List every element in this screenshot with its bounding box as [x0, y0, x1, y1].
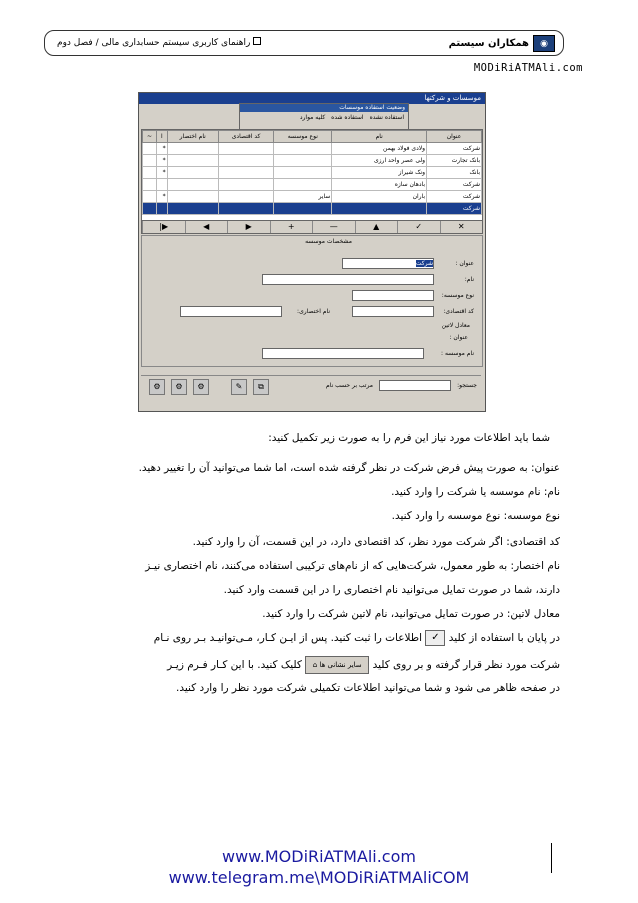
page-header: [44, 30, 564, 56]
paragraph: در صفحه ظاهر می شود و شما می‌توانید اطلاعات تکمیلی شرکت مورد نظر را وارد کنید.: [176, 682, 560, 694]
brand-name: همکاران سیستم: [448, 38, 529, 49]
econ-code-field[interactable]: [352, 306, 434, 317]
table-row[interactable]: شرکت بادهان سازه: [143, 179, 482, 191]
up-button[interactable]: ▲: [355, 221, 398, 233]
filter-option[interactable]: استفاده نشده: [369, 114, 404, 121]
nav-toolbar: [141, 220, 483, 234]
data-grid: [141, 129, 483, 221]
tool-icon[interactable]: ✎: [231, 379, 247, 395]
confirm-button[interactable]: ✓: [397, 221, 440, 233]
short-name-label: نام اختصاری:: [297, 308, 330, 315]
search-label: جستجو:: [457, 382, 477, 389]
tool-icon[interactable]: ⚙: [193, 379, 209, 395]
short-name-field[interactable]: [180, 306, 282, 317]
title-label: عنوان :: [455, 260, 474, 267]
column-header[interactable]: نام: [332, 131, 427, 143]
window-title: موسسات و شرکتها: [139, 93, 485, 104]
last-button[interactable]: ▶|: [142, 221, 185, 233]
table-row-selected[interactable]: شرکت: [143, 203, 482, 215]
bottom-bar: [141, 375, 481, 396]
add-button[interactable]: +: [270, 221, 313, 233]
column-header[interactable]: نام اختصار: [167, 131, 218, 143]
type-label: نوع موسسه:: [441, 292, 474, 299]
next-button[interactable]: ▶: [227, 221, 270, 233]
filter-box: [239, 103, 409, 131]
paragraph: معادل لاتین: در صورت تمایل می‌توانید، نام لاتین شرکت را وارد کنید.: [262, 608, 560, 620]
section-title: مشخصات موسسه: [305, 238, 352, 245]
logo-icon: ◉: [533, 35, 555, 52]
paragraph: نوع موسسه: نوع موسسه را وارد کنید.: [391, 510, 560, 522]
title-field[interactable]: شرکت: [342, 258, 434, 269]
paragraph: عنوان: به صورت پیش فرض شرکت در نظر گرفته شده است، اما شما می‌توانید آن را تغییر دهید.: [138, 462, 560, 474]
column-header[interactable]: کد اقتصادی: [218, 131, 273, 143]
tool-icon[interactable]: ⧉: [253, 379, 269, 395]
paragraph: کد اقتصادی: اگر شرکت مورد نظر، کد اقتصادی دارد، در این قسمت، آن را وارد کنید.: [192, 536, 560, 548]
other-addresses-button: سایر نشانی ها ⌂: [305, 656, 369, 674]
column-header[interactable]: ~: [143, 131, 157, 143]
latin-title-label: عنوان :: [449, 334, 468, 341]
delete-button[interactable]: —: [312, 221, 355, 233]
latin-name-field[interactable]: [262, 348, 424, 359]
filter-option[interactable]: استفاده شده: [331, 114, 364, 121]
search-input[interactable]: [379, 380, 451, 391]
table-row[interactable]: بانک ونک شیراز *: [143, 167, 482, 179]
paragraph: دارند، شما در صورت تمایل می‌توانید نام اختصاری را در این قسمت وارد کنید.: [223, 584, 560, 596]
square-bullet-icon: [253, 37, 261, 45]
chapter-title: راهنمای کاربری سیستم حسابداری مالی / فصل دوم: [57, 37, 261, 48]
details-panel: [141, 235, 483, 367]
filter-option[interactable]: کلیه موارد: [299, 114, 326, 121]
name-field[interactable]: [262, 274, 434, 285]
table-row[interactable]: شرکت ولادی فولاد بهمن *: [143, 143, 482, 155]
paragraph: نام اختصار: به طور معمول، شرکت‌هایی که از نام‌های ترکیبی استفاده می‌کنند، نام اختصاری نیـز: [145, 560, 560, 572]
cancel-button[interactable]: ✕: [440, 221, 483, 233]
column-header[interactable]: ا: [157, 131, 168, 143]
brand: [449, 35, 555, 52]
type-select[interactable]: [352, 290, 434, 301]
filter-title: وضعیت استفاده موسسات: [240, 104, 408, 112]
tool-icon[interactable]: ⚙: [149, 379, 165, 395]
column-header[interactable]: عنوان: [427, 131, 482, 143]
column-header[interactable]: نوع موسسه: [274, 131, 332, 143]
footer-link[interactable]: www.telegram.me\MODiRiATMAliCOM: [168, 868, 470, 887]
footer-link[interactable]: www.MODiRiATMAli.com: [222, 847, 416, 866]
check-icon: ✓: [425, 630, 445, 646]
econ-code-label: کد اقتصادی:: [443, 308, 474, 315]
sort-label: مرتب بر حسب نام: [326, 382, 373, 389]
paragraph: شما باید اطلاعات مورد نیاز این فرم را به صورت زیر تکمیل کنید:: [268, 432, 550, 444]
latin-group-label: معادل لاتین: [441, 322, 470, 329]
table-row[interactable]: بانک تجارت ولی عصر واحد ارزی *: [143, 155, 482, 167]
latin-name-label: نام موسسه :: [441, 350, 474, 357]
prev-button[interactable]: ◀: [185, 221, 228, 233]
site-label: MODiRiATMAli.com: [473, 62, 583, 74]
paragraph: شرکت مورد نظر قرار گرفته و بر روی کلید سایر نشانی ها ⌂ کلیک کنید. با این کـار فـرم زیـر: [167, 656, 560, 674]
table-row[interactable]: شرکت باران سایر *: [143, 191, 482, 203]
paragraph: نام: نام موسسه یا شرکت را وارد کنید.: [391, 486, 560, 498]
paragraph: در پایان با استفاده از کلید ✓ اطلاعات را ثبت کنید. پس از ایـن کـار، مـی‌توانیـد بـر روی نـام: [153, 632, 560, 644]
name-label: نام:: [464, 276, 474, 283]
embedded-screenshot: [138, 92, 486, 412]
tool-icon[interactable]: ⚙: [171, 379, 187, 395]
